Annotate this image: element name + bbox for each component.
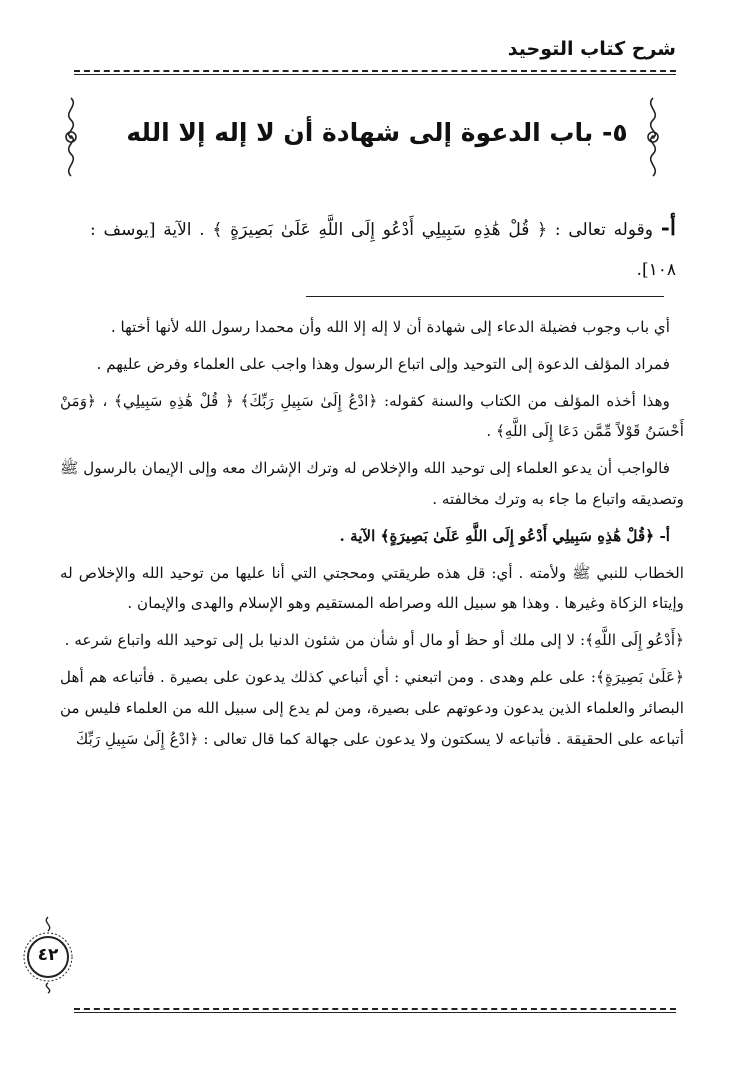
- paragraph-verse: ﴿قُلْ هَٰذِهِ سَبِيلِي أَدْعُو إِلَى اللَّهِ عَلَىٰ بَصِيرَةٍ﴾ الآية .: [339, 526, 655, 545]
- paragraph: ﴿أَدْعُو إِلَى اللَّهِ﴾: لا إلى ملك أو حظ أو مال أو شأن من شئون الدنيا بل إلى توحيد الله واتباع شرعه .: [64, 631, 684, 650]
- paragraph: أي باب وجوب فضيلة الدعاء إلى شهادة أن لا إله إلا الله وأن محمدا رسول الله لأنها أختها .: [110, 318, 670, 336]
- footer-rule: [74, 1008, 676, 1010]
- page-number: ٤٢: [37, 945, 59, 965]
- paragraph-lead: أ-: [654, 526, 670, 545]
- intro-text: وقوله تعالى : ﴿ قُلْ هَٰذِهِ سَبِيلِي أَدْعُو إِلَى اللَّهِ عَلَىٰ بَصِيرَةٍ ﴾ . الآية [يوسف : ١٠٨].: [90, 220, 676, 280]
- footer-rule-thin: [74, 1012, 676, 1013]
- header-rule: [74, 70, 676, 72]
- ornament-left-icon: [58, 96, 84, 178]
- intro-mark: أ-: [660, 215, 676, 241]
- paragraph: وهذا أخذه المؤلف من الكتاب والسنة كقوله: ﴿ادْعُ إِلَىٰ سَبِيلِ رَبِّكَ﴾ ﴿ قُلْ هَٰذِهِ سَبِيلِي﴾ ، ﴿وَمَنْ أَحْسَنُ قَوْلاً مِّمَّن دَعَا إِلَى اللَّهِ﴾ .: [60, 391, 684, 441]
- body-text: [60, 312, 684, 760]
- paragraph: فالواجب أن يدعو العلماء إلى توحيد الله والإخلاص له وترك الإشراك معه وإلى الإيمان بالرسول ﷺ وتصديقه واتباع ما جاء به وترك مخالفته .: [60, 459, 684, 508]
- paragraph: ﴿عَلَىٰ بَصِيرَةٍ﴾: على علم وهدى . ومن اتبعني : أي أتباعي كذلك يدعون على بصيرة . فأتباعه هم أهل البصائر والعلماء الذين يدعون ودعوتهم على بصيرة، ومن لم يدع إلى سبيل الله من العلماء فليس من أتباعه على الحقيقة . فأتباعه لا يسكتون ولا يدعون على جهالة كما قال تعالى : ﴿ادْعُ إِلَىٰ سَبِيلِ رَبِّكَ: [60, 667, 684, 748]
- chapter-title: ٥- باب الدعوة إلى شهادة أن لا إله إلا الله: [126, 118, 628, 147]
- intro-verse: [90, 208, 676, 290]
- paragraph: [60, 521, 684, 552]
- running-head: شرح كتاب التوحيد: [507, 38, 676, 60]
- paragraph: فمراد المؤلف الدعوة إلى التوحيد وإلى اتباع الرسول وهذا واجب على العلماء وفرض عليهم .: [96, 354, 670, 373]
- paragraph: الخطاب للنبي ﷺ ولأمته . أي: قل هذه طريقتي ومحجتي التي أنا عليها من توحيد الله والإخلاص له وإيتاء الزكاة وغيرها . وهذا هو سبيل الله وصراطه المستقيم وهو الإسلام والهدى والإيمان .: [60, 563, 684, 613]
- header-rule-thin: [74, 74, 676, 75]
- section-rule: [306, 296, 664, 297]
